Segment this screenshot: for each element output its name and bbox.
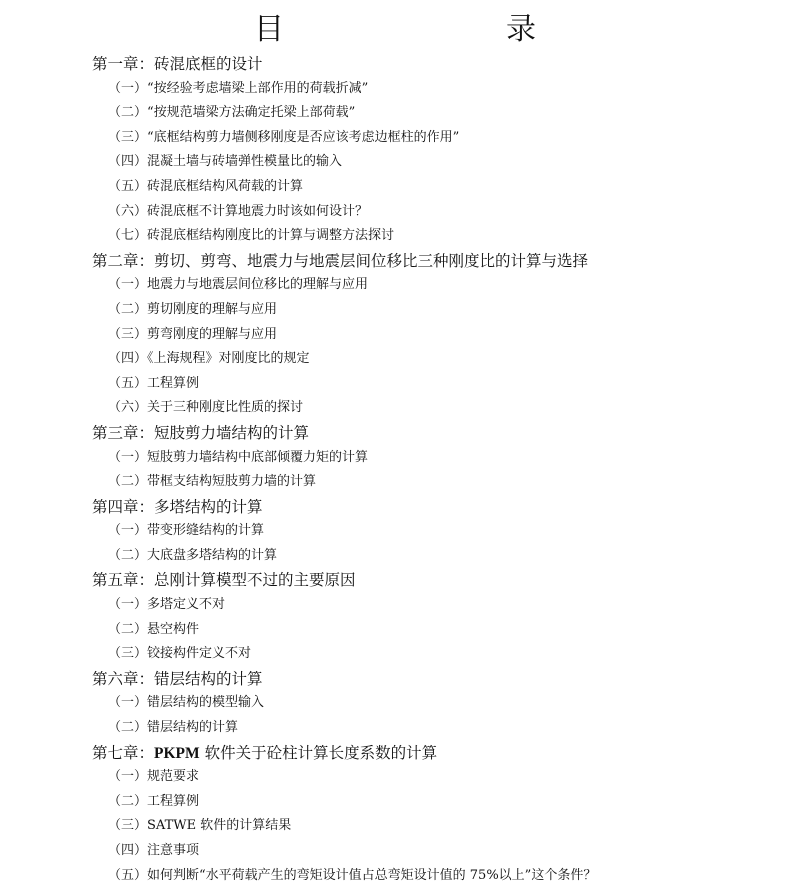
chapter-title[interactable]: [0, 495, 790, 520]
chapter-title[interactable]: [0, 52, 790, 77]
toc-section[interactable]: （二）工程算例: [108, 793, 200, 809]
toc-section[interactable]: （三）“底框结构剪力墙侧移刚度是否应该考虑边框柱的作用”: [108, 129, 460, 145]
section-list: [0, 691, 790, 740]
toc-section[interactable]: （四）《上海规程》对刚度比的规定: [108, 351, 310, 367]
toc-chapter: [0, 741, 790, 888]
toc-section[interactable]: （二）错层结构的计算: [108, 720, 239, 736]
toc-section[interactable]: （二）悬空构件: [108, 621, 200, 637]
toc-section[interactable]: （二）大底盘多塔结构的计算: [108, 547, 278, 563]
toc-title: 目 录: [254, 12, 590, 47]
chapter-title-suffix: 软件关于砼柱计算长度系数的计算: [199, 743, 438, 762]
section-list: [0, 446, 790, 495]
toc-chapter: [0, 495, 790, 569]
toc-section[interactable]: （四）混凝土墙与砖墙弹性模量比的输入: [108, 154, 343, 170]
toc-section[interactable]: （一）短肢剪力墙结构中底部倾覆力矩的计算: [108, 449, 369, 465]
toc-chapter: [0, 52, 790, 249]
chapter-title[interactable]: [0, 741, 790, 766]
section-list: [0, 765, 790, 888]
toc-section[interactable]: （四）注意事项: [108, 843, 200, 858]
toc-section[interactable]: （一）规范要求: [108, 769, 200, 785]
toc-section[interactable]: （一）错层结构的模型输入: [108, 695, 265, 711]
toc-section[interactable]: （五）砖混底框结构风荷载的计算: [108, 178, 304, 194]
toc-section[interactable]: （六）砖混底框不计算地震力时该如何设计？: [108, 203, 369, 219]
toc-section[interactable]: （七）砖混底框结构刚度比的计算与调整方法探讨: [108, 228, 395, 244]
toc-section[interactable]: （一）带变形缝结构的计算: [108, 523, 265, 539]
toc-section[interactable]: （五）如何判断“水平荷载产生的弯矩设计值占总弯矩设计值的 75%以上”这个条件？: [108, 867, 597, 883]
chapter-title[interactable]: [0, 667, 790, 692]
toc-chapter: [0, 667, 790, 741]
chapter-title-prefix: 第六章：错层结构的计算: [92, 669, 263, 688]
chapter-title-prefix: 第七章：: [92, 743, 155, 762]
toc-list: [0, 52, 790, 888]
chapter-title[interactable]: [0, 421, 790, 446]
toc-section[interactable]: （二）带框支结构短肢剪力墙的计算: [108, 474, 317, 490]
section-list: [0, 519, 790, 568]
chapter-title[interactable]: [0, 568, 790, 593]
toc-section[interactable]: （三）SATWE 软件的计算结果: [108, 818, 292, 834]
toc-section[interactable]: （一）“按经验考虑墙梁上部作用的荷载折减”: [108, 80, 369, 96]
toc-section[interactable]: （一）多塔定义不对: [108, 597, 226, 613]
toc-section[interactable]: （三）铰接构件定义不对: [108, 646, 252, 662]
toc-chapter: [0, 568, 790, 666]
chapter-title-prefix: 第五章：总刚计算模型不过的主要原因: [92, 571, 356, 590]
section-list: [0, 273, 790, 421]
chapter-title-prefix: 第一章：砖混底框的设计: [92, 55, 263, 73]
toc-section[interactable]: （二）“按规范墙梁方法确定托梁上部荷载”: [108, 105, 356, 121]
section-list: [0, 593, 790, 667]
toc-chapter: [0, 421, 790, 495]
toc-section[interactable]: （六）关于三种刚度比性质的探讨: [108, 400, 304, 416]
section-list: [0, 77, 790, 249]
chapter-title-prefix: 第二章：剪切、剪弯、地震力与地震层间位移比三种刚度比的计算与选择: [92, 251, 589, 270]
chapter-title-prefix: 第四章：多塔结构的计算: [92, 497, 263, 516]
toc-chapter: [0, 249, 790, 421]
toc-section[interactable]: （一）地震力与地震层间位移比的理解与应用: [108, 277, 369, 293]
chapter-title-bold: PKPM: [154, 744, 200, 762]
chapter-title-prefix: 第三章：短肢剪力墙结构的计算: [92, 423, 310, 442]
toc-section[interactable]: （五）工程算例: [108, 375, 200, 391]
toc-section[interactable]: （三）剪弯刚度的理解与应用: [108, 326, 278, 342]
chapter-title[interactable]: [0, 249, 790, 274]
toc-section[interactable]: （二）剪切刚度的理解与应用: [108, 301, 278, 317]
